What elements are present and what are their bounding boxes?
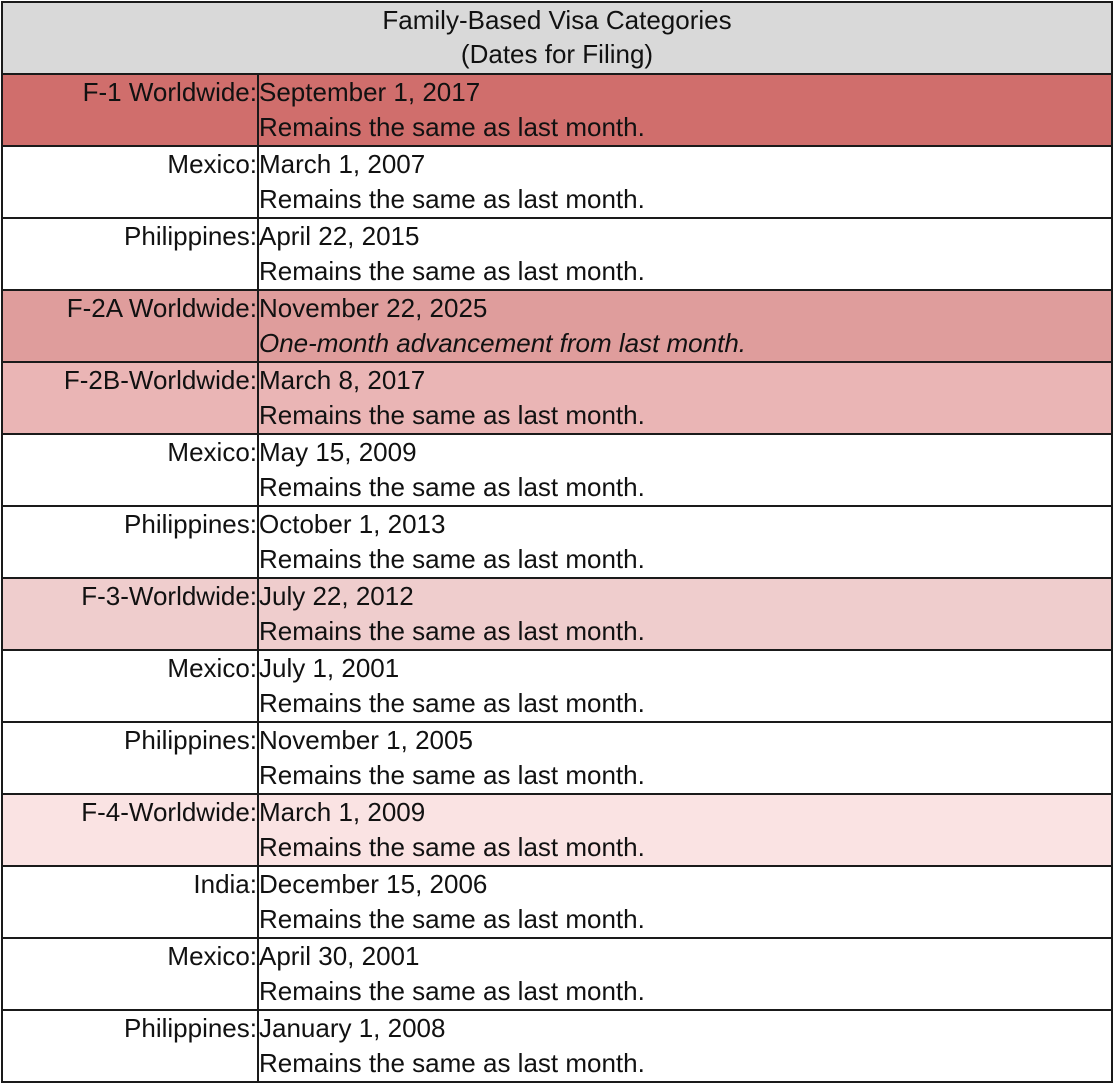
table-row-f2b-philippines bbox=[2, 506, 1112, 578]
table-row-f1-worldwide bbox=[2, 74, 1112, 146]
row-note: Remains the same as last month. bbox=[259, 400, 645, 430]
row-note: Remains the same as last month. bbox=[259, 616, 645, 646]
row-note: One-month advancement from last month. bbox=[259, 328, 747, 358]
table-row-f3-worldwide bbox=[2, 578, 1112, 650]
visa-bulletin-table bbox=[1, 1, 1113, 1083]
row-note: Remains the same as last month. bbox=[259, 832, 645, 862]
table-title-line2: (Dates for Filing) bbox=[460, 39, 654, 69]
table-row-f4-mexico bbox=[2, 938, 1112, 1010]
row-date: July 1, 2001 bbox=[259, 653, 400, 683]
table-title bbox=[2, 2, 1112, 74]
row-label: F-2A Worldwide: bbox=[2, 290, 258, 362]
table-row-f3-mexico bbox=[2, 650, 1112, 722]
row-date: May 15, 2009 bbox=[259, 437, 417, 467]
row-value bbox=[258, 434, 1112, 506]
row-note: Remains the same as last month. bbox=[259, 904, 645, 934]
row-date: November 1, 2005 bbox=[259, 725, 473, 755]
row-value bbox=[258, 578, 1112, 650]
row-note: Remains the same as last month. bbox=[259, 184, 645, 214]
row-label: India: bbox=[2, 866, 258, 938]
row-note: Remains the same as last month. bbox=[259, 760, 645, 790]
row-date: July 22, 2012 bbox=[259, 581, 414, 611]
table-row-f2b-worldwide bbox=[2, 362, 1112, 434]
row-date: March 1, 2007 bbox=[259, 149, 426, 179]
row-value bbox=[258, 290, 1112, 362]
row-date: December 15, 2006 bbox=[259, 869, 488, 899]
row-date: September 1, 2017 bbox=[259, 77, 481, 107]
row-note: Remains the same as last month. bbox=[259, 976, 645, 1006]
row-date: March 8, 2017 bbox=[259, 365, 426, 395]
row-label: Philippines: bbox=[2, 1010, 258, 1082]
row-note: Remains the same as last month. bbox=[259, 544, 645, 574]
row-value bbox=[258, 1010, 1112, 1082]
row-note: Remains the same as last month. bbox=[259, 472, 645, 502]
row-label: Philippines: bbox=[2, 506, 258, 578]
row-value bbox=[258, 362, 1112, 434]
row-label: Mexico: bbox=[2, 146, 258, 218]
row-value bbox=[258, 506, 1112, 578]
row-note: Remains the same as last month. bbox=[259, 256, 645, 286]
row-label: F-3-Worldwide: bbox=[2, 578, 258, 650]
row-label: Mexico: bbox=[2, 434, 258, 506]
row-value bbox=[258, 722, 1112, 794]
row-value bbox=[258, 866, 1112, 938]
row-label: F-2B-Worldwide: bbox=[2, 362, 258, 434]
row-note: Remains the same as last month. bbox=[259, 688, 645, 718]
table-row-f2a-worldwide bbox=[2, 290, 1112, 362]
table-row-f2b-mexico bbox=[2, 434, 1112, 506]
row-label: F-4-Worldwide: bbox=[2, 794, 258, 866]
table-row-f1-mexico bbox=[2, 146, 1112, 218]
row-label: Mexico: bbox=[2, 938, 258, 1010]
row-value bbox=[258, 146, 1112, 218]
table-row-f1-philippines bbox=[2, 218, 1112, 290]
row-value bbox=[258, 794, 1112, 866]
row-value bbox=[258, 218, 1112, 290]
table-row-f4-philippines bbox=[2, 1010, 1112, 1082]
row-label: Philippines: bbox=[2, 218, 258, 290]
row-label: Philippines: bbox=[2, 722, 258, 794]
row-note: Remains the same as last month. bbox=[259, 112, 645, 142]
row-value bbox=[258, 938, 1112, 1010]
row-note: Remains the same as last month. bbox=[259, 1048, 645, 1078]
row-date: November 22, 2025 bbox=[259, 293, 488, 323]
table-header-row bbox=[2, 2, 1112, 74]
row-date: March 1, 2009 bbox=[259, 797, 426, 827]
row-label: Mexico: bbox=[2, 650, 258, 722]
row-date: January 1, 2008 bbox=[259, 1013, 446, 1043]
table-row-f4-worldwide bbox=[2, 794, 1112, 866]
row-value bbox=[258, 650, 1112, 722]
row-date: October 1, 2013 bbox=[259, 509, 446, 539]
table-row-f3-philippines bbox=[2, 722, 1112, 794]
row-value bbox=[258, 74, 1112, 146]
table-title-line1: Family-Based Visa Categories bbox=[382, 5, 732, 35]
table-row-f4-india bbox=[2, 866, 1112, 938]
row-date: April 22, 2015 bbox=[259, 221, 420, 251]
row-date: April 30, 2001 bbox=[259, 941, 420, 971]
row-label: F-1 Worldwide: bbox=[2, 74, 258, 146]
